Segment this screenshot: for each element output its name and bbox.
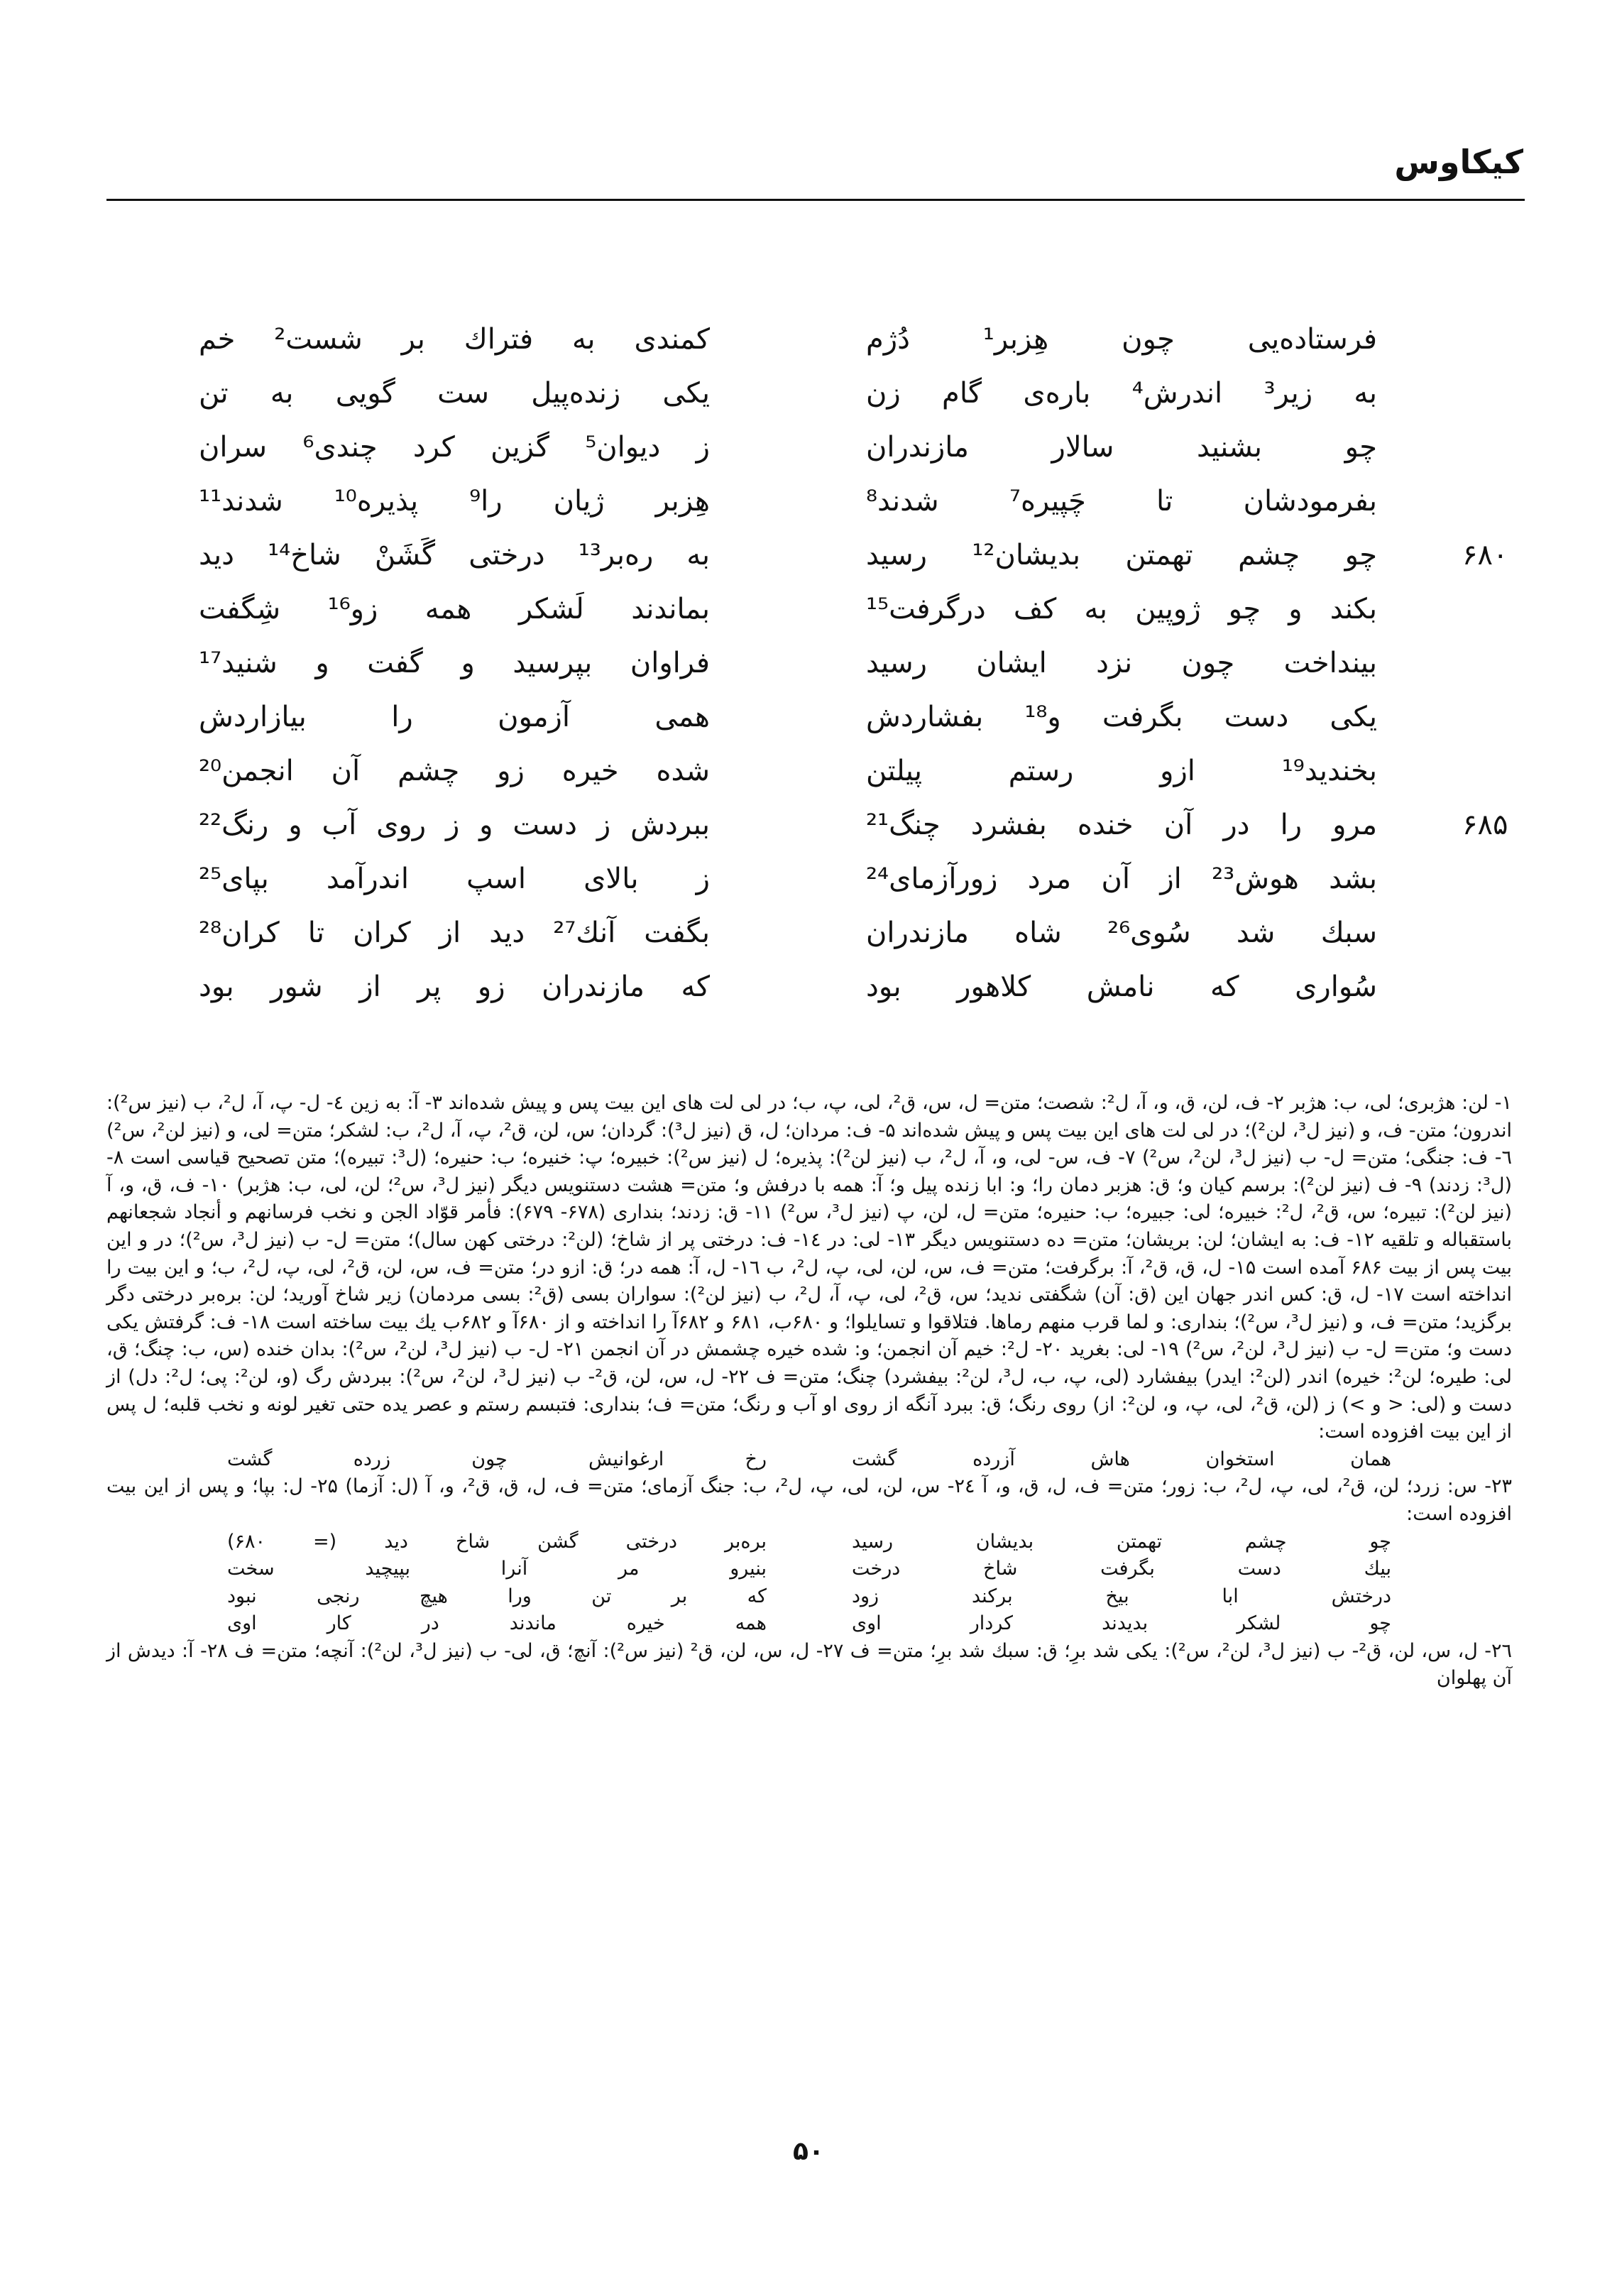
inset-verse-row: [227, 1446, 1391, 1474]
running-title: کیکاوس: [1394, 143, 1523, 181]
verse-number: ۶۸۵: [1462, 809, 1508, 841]
verse-line: [199, 798, 1508, 852]
hemistich-second: بگفت آنك²⁷ دید از کران تا کران²⁸: [199, 917, 710, 949]
verse-line: [199, 906, 1434, 960]
verse-number: ۶۸۰: [1462, 539, 1508, 572]
verse-line: [199, 960, 1434, 1014]
verse-line: [199, 474, 1434, 528]
page-number: ۵۰: [793, 2137, 824, 2166]
footnote-paragraph: ۱- لن: هژبری؛ لی، ب: هژبر ۲- ف، لن، ق، و، آ، ل²: شصت؛ متن= ل، س، ق²، لی، پ، ب؛ در لی لت های این بیت پس و پیش شده‌اند ۳- آ: به زین ٤- ل- پ، آ، ل²، ب (نیز س²): اندرون؛ متن- ف، و (نیز ل³، لن²)؛ در لی لت های این بیت پس و پیش شده‌اند ۵- ف: مردان؛ ل، ق (نیز ل³): گردان؛ س، لن، ق²، پ، آ، ل²، ب: لشکر؛ متن= لی، و (نیز لن²، س²) ٦- ف: جنگی؛ متن= ل- ب (نیز ل³، لن²، س²) ۷- ف، س- لی، و، آ، ل²، ب (نیز لن²): پذیره؛ ل (نیز س²): خبیره؛ پ: خنیره؛ ب: حنیره؛ (ل³: تبیره)؛ متن تصحیح قیاسی است ۸- (ل³: زدند) ۹- ف (نیز لن²): برسم کیان و؛ ق: هزبر دمان را؛ و: ابا زنده پیل و؛ آ: همه با درفش و؛ متن= هشت دستنویس دیگر (نیز ل³، س²؛ لن، لی، ب: هژبر) ۱۰- ف، ق، و، آ (نیز لن²): تبیره؛ س، ق²، ل²: خبیره؛ لی: جبیره؛ ب: حنیره؛ متن= ل، لن، پ (نیز ل³، س²) ۱۱- ق: زدند؛ بنداری (۶۷۸- ۶۷۹): فأمر قوّاد الجن و نخب فرسانهم و أنجاد شجعانهم باستقباله و تلقیه ۱۲- ف: به ایشان؛ لن: بریشان؛ متن= ده دستنویس دیگر ۱۳- لی: در ۱٤- ف: درختی پر از شاخ؛ (لن²: درختی کهن سال)؛ متن= ل- ب (نیز ل³، س²)؛ در و این بیت پس از بیت ۶۸۶ آمده است ۱۵- ل، ق، ق²، آ: برگرفت؛ متن= ف، س، لن، لی، پ، ل²، ب ۱٦- ل، آ: همه در؛ ق: ازو در؛ متن= ف، س، لن، ق²، لی، پ، ل²، ب؛ و این بیت را انداخته است ۱۷- ل، ق: کس اندر جهان این (ق: آن) شگفتی ندید؛ س، ق²، لی، پ، آ، ل²، ب (نیز لن²): سواران بسی (ق²: بسی مردمان) زیر شاخ آورید؛ لن: بره‌بر درختی دگر برگزید؛ متن= ف، و (نیز ل³، س²)؛ بنداری: و لما قرب منهم رماها. فتلاقوا و تسایلوا؛ و ۶۸۰ب، ۶۸۱ و ۶۸۲آ را انداخته و از ۶۸۰آ و ۶۸۲ب یك بیت ساخته است ۱۸- ف: گرفتش یکی دست و؛ متن= ل- ب (نیز ل³، لن²، س²) ۱۹- لی: بغرید ۲۰- ل²: خیم آن انجمن؛ و: شده خیره چشمش در آن انجمن ۲۱- ل- ب (نیز ل³، لن²، س²): بدان خنده (س، ب: چنگ؛ ق، لی: طیره؛ لن²: خیره) اندر (لن²: ایدر) بیفشارد (لی، پ، ب، ل³، لن²: بیفشرد) چنگ؛ متن= ف ۲۲- ل، س، لن، ق²- ب (نیز ل³، لن²، س²): ببردش رگ (و، لن²: پی؛ ل²: دل) از دست و (لی: < و >) ز (لن، ق²، لی، پ، و، لن²: از) روی رنگ؛ ق: ببرد آنگه از روی او آب و رنگ؛ متن= ف؛ بنداری: فتبسم رستم و عصر یده حتی تغیر لونه و نخب قلبه؛ ل پس از این بیت افزوده است:: [106, 1092, 1513, 1443]
hemistich-second: بماندند لَشکر همه زو¹⁶ شِگفت: [199, 593, 710, 625]
hemistich-second: ز بالای اسپ اندرآمد بپای²⁵: [199, 863, 710, 895]
hemistich-first: بخندید¹⁹ ازو رستم پیلتن: [866, 755, 1377, 787]
hemistich-second: ز دیوان⁵ گزین کرد چندی⁶ سران: [199, 431, 710, 464]
header-rule: [106, 199, 1525, 201]
inset-hemistich-first: همان استخوان هاش آزرده گشت: [852, 1448, 1391, 1470]
hemistich-first: سُواری که نامش کلاهور بود: [866, 971, 1377, 1003]
hemistich-second: شده خیره زو چشم آن انجمن²⁰: [199, 755, 710, 787]
inset-hemistich-second: رخ ارغوانیش چون زرده گشت: [227, 1448, 767, 1470]
verse-line: [199, 582, 1434, 636]
verse-line: [199, 636, 1434, 690]
inset-hemistich-first: چو لشکر بدیدند کردار اوی: [852, 1612, 1391, 1635]
hemistich-first: مرو را در آن خنده بفشرد چنگ²¹: [866, 809, 1377, 841]
hemistich-second: که مازندران زو پر از شور بود: [199, 971, 710, 1003]
verse-line: [199, 528, 1508, 582]
footnote-paragraph: ۲٦- ل، س، لن، ق²- ب (نیز ل³، لن²، س²): یکی شد برِ؛ ق: سبك شد برِ؛ متن= ف ۲۷- ل، س، لن، ق² (نیز س²): آنچ؛ ق، لی- ب (نیز ل³، لن²): آنچه؛ متن= ف ۲۸- آ: دیدش از آن پهلوان: [106, 1639, 1512, 1690]
inset-hemistich-first: چو چشم تهمتن بدیشان رسید: [852, 1530, 1391, 1553]
inset-hemistich-first: بیك دست بگرفت شاخ درخت: [852, 1558, 1391, 1580]
verse-line: [199, 312, 1434, 366]
hemistich-second: فراوان بپرسید و گفت و شنید¹⁷: [199, 647, 710, 679]
hemistich-first: بینداخت چون نزد ایشان رسید: [866, 647, 1377, 679]
inset-verse-row: [227, 1556, 1391, 1583]
inset-hemistich-second: که بر تن ورا هیچ رنجی نبود: [227, 1585, 767, 1607]
hemistich-second: به رەبر¹³ درختی گَشَنْ شاخ¹⁴ دید: [199, 539, 711, 572]
inset-hemistich-first: درختش ابا بیخ برکند زود: [852, 1585, 1391, 1607]
verse-line: [199, 366, 1434, 420]
inset-hemistich-second: بره‌بر درختی گشن شاخ دید (= ۶۸۰): [227, 1530, 767, 1553]
hemistich-first: بفرمودشان تا چَپیره⁷ شدند⁸: [866, 485, 1378, 518]
hemistich-first: بکند و چو ژوپین به کف درگرفت¹⁵: [866, 593, 1377, 625]
inset-verse-row: [227, 1610, 1391, 1638]
hemistich-first: چو چشم تهمتن بدیشان¹² رسید: [866, 539, 1377, 572]
hemistich-second: ببردش ز دست و ز روی آب و رنگ²²: [199, 809, 710, 841]
hemistich-first: سبك شد سُوی²⁶ شاه مازندران: [866, 917, 1377, 949]
hemistich-first: فرستاده‌یی چون هِزبر¹ دُژم: [866, 323, 1377, 356]
hemistich-second: یکی زنده‌پیل ست گویی به تن: [199, 377, 710, 410]
hemistich-second: همی آزمون را بیازاردش: [199, 701, 710, 733]
footnotes: [106, 1090, 1512, 1693]
hemistich-second: کمندی به فتراك بر شست² خم: [199, 323, 711, 356]
footnote-inset-verse: [227, 1446, 1391, 1474]
footnote-inset-verse: [227, 1529, 1391, 1638]
hemistich-first: یکی دست بگرفت و¹⁸ بفشاردش: [866, 701, 1377, 733]
hemistich-first: چو بشنید سالار مازندران: [866, 431, 1377, 464]
poem-body: [199, 312, 1508, 1014]
footnote-paragraph: ۲۳- س: زرد؛ لن، ق²، لی، پ، ل²، ب: زور؛ متن= ف، ل، ق، و، آ ۲٤- س، لن، لی، پ، ل²، ب: جنگ آزمای؛ متن= ف، ل، ق، ق²، و، آ (ل: آزما) ۲۵- ل: بپا؛ و پس از این بیت افزوده است:: [106, 1475, 1512, 1525]
verse-line: [199, 852, 1434, 906]
verse-line: [199, 744, 1434, 798]
verse-line: [199, 690, 1434, 744]
hemistich-second: هِزبر ژیان را⁹ پذیره¹⁰ شدند¹¹: [199, 485, 710, 518]
inset-hemistich-second: همه خیره ماندند در کار اوی: [227, 1612, 767, 1635]
hemistich-first: بشد هوش²³ از آن مرد زورآزمای²⁴: [866, 863, 1377, 895]
hemistich-first: به زیر³ اندرش⁴ باره‌ی گام زن: [866, 377, 1378, 410]
verse-line: [199, 420, 1434, 474]
inset-verse-row: [227, 1583, 1391, 1611]
inset-hemistich-second: بنیرو مر آنرا بپیچید سخت: [227, 1558, 767, 1580]
inset-verse-row: [227, 1529, 1391, 1556]
